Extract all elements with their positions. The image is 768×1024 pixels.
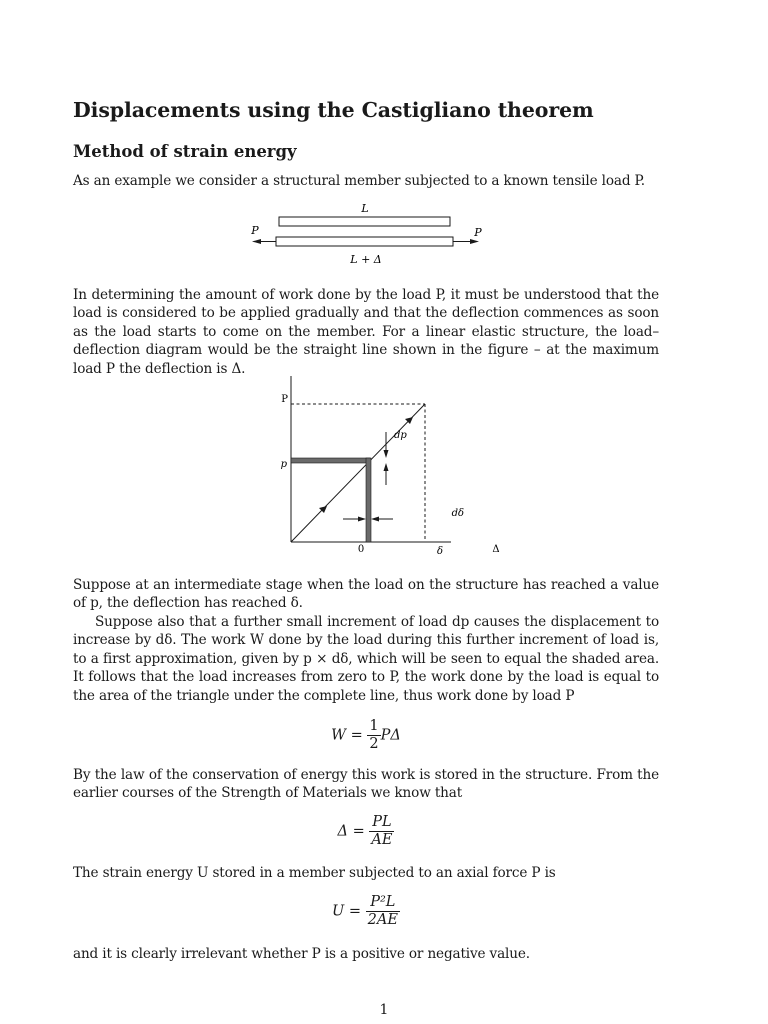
equation-strain-energy — [73, 894, 659, 929]
page-title: Displacements using the Castigliano theorem — [73, 98, 594, 122]
eq2-denominator: AE — [371, 832, 393, 848]
original-bar — [279, 217, 450, 226]
equation-deflection — [73, 814, 659, 849]
dp-arrow-bottom-head — [384, 463, 389, 471]
label-stretched-length: L + Δ — [350, 253, 382, 266]
eq3-lhs: U = — [332, 903, 362, 920]
right-arrow-head — [470, 239, 479, 244]
label-intermediate-load: p — [280, 459, 287, 470]
eq2-numerator: PL — [369, 814, 394, 832]
shaded-increment-vertical — [366, 458, 371, 542]
label-ddelta: dδ — [451, 508, 464, 519]
eq2-fraction — [369, 814, 394, 849]
section-heading: Method of strain energy — [73, 142, 297, 161]
eq1-denominator: 2 — [369, 736, 379, 752]
paragraph-strain-energy: The strain energy U stored in a member subjected to an axial force P is — [73, 865, 556, 881]
label-length: L — [361, 202, 369, 215]
eq3-denominator: 2AE — [367, 912, 398, 928]
eq1-numerator: 1 — [369, 718, 379, 734]
label-origin: 0 — [357, 544, 365, 555]
paragraph-intermediate: Suppose at an intermediate stage when the load on the structure has reached a value of p, the deflection has reached δ. — [73, 577, 659, 612]
tension-bar-figure — [248, 198, 488, 270]
label-dp: dp — [394, 430, 407, 441]
eq3-numerator: P²L — [366, 894, 400, 912]
paragraph-loading: In determining the amount of work done by the load P, it must be understood that the load is considered to be applied gradually and that the deflection commences as soon as the load starts to come on the member. For a linear elastic structure, the load–deflection diagram would be the straight line shown in the figure – at the maximum load P the deflection is Δ. — [73, 287, 659, 377]
ddelta-arrow-right-head — [371, 517, 379, 522]
dp-arrow-top-head — [384, 450, 389, 458]
eq3-fraction — [366, 894, 400, 929]
equation-work — [73, 718, 659, 753]
stretched-bar — [276, 237, 453, 246]
eq1-lhs: W = — [331, 727, 363, 744]
label-delta: δ — [436, 546, 444, 557]
page-number: 1 — [379, 1002, 389, 1018]
eq1-rhs: PΔ — [380, 727, 401, 744]
paragraph-sign: and it is clearly irrelevant whether P is a positive or negative value. — [73, 946, 530, 962]
ddelta-arrow-left-head — [358, 517, 366, 522]
load-deflection-diagram — [275, 372, 500, 562]
label-max-deflection: Δ — [492, 544, 500, 555]
label-load-left: P — [251, 224, 259, 237]
label-load-right: P — [474, 226, 482, 239]
left-arrow-head — [252, 239, 261, 244]
eq1-fraction — [367, 718, 380, 753]
intro-paragraph: As an example we consider a structural member subjected to a known tensile load P. — [73, 173, 645, 189]
eq2-lhs: Δ = — [337, 823, 365, 840]
shaded-increment-horizontal — [291, 458, 370, 463]
label-max-load: P — [281, 394, 288, 405]
paragraph-conservation: By the law of the conservation of energy this work is stored in the structure. From the earlier courses of the Strength of Materials we know that — [73, 767, 659, 802]
paragraph-increment: Suppose also that a further small increment of load dp causes the displacement to increase by dδ. The work W done by the load during this further increment of load is, to a first approximation, given by p × dδ, which will be seen to equal the shaded area. It follows that the load increases from zero to P, the work done by the load is equal to the area of the triangle under the complete line, thus work done by load P — [73, 614, 659, 704]
